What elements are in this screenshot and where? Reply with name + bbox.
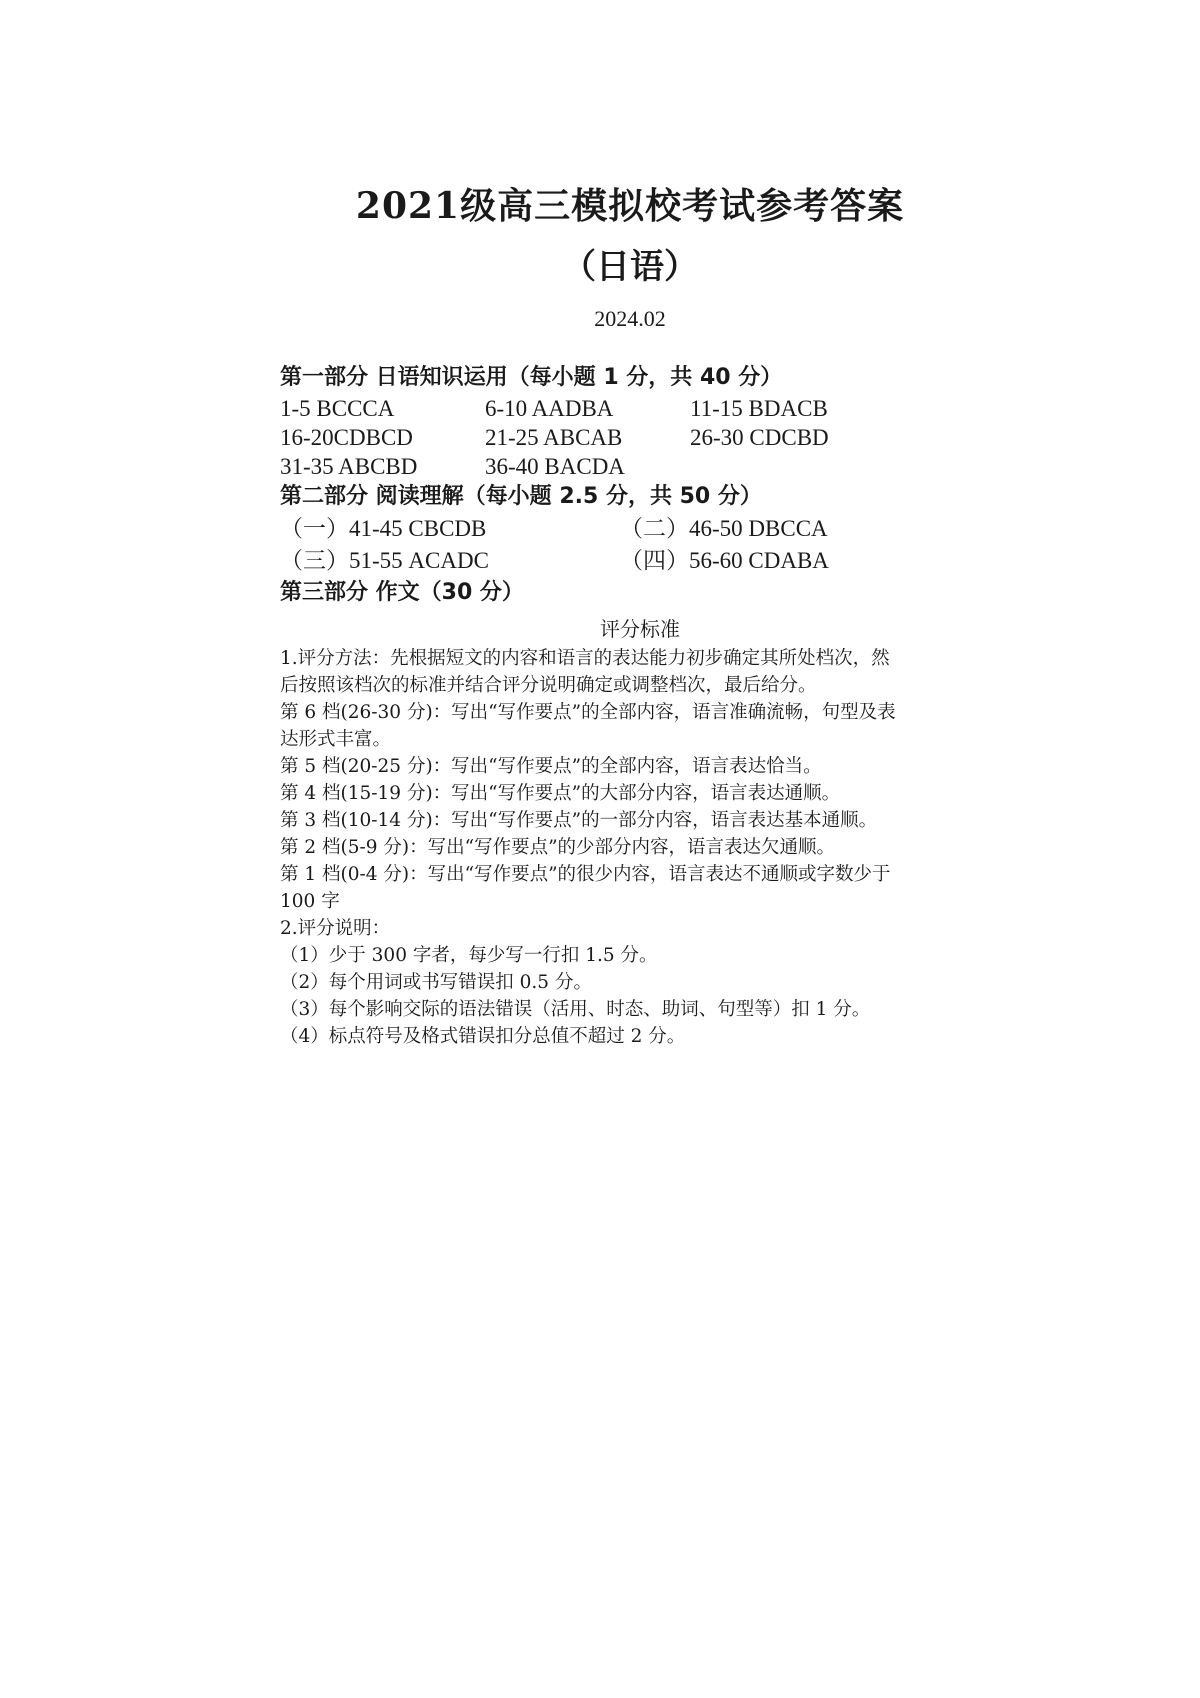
answer-group: 21-25 ABCAB: [485, 425, 623, 450]
part2-answers: [280, 513, 960, 577]
criteria-paragraph: 第 4 档(15-19 分)：写出“写作要点”的大部分内容，语言表达通顺。: [280, 783, 841, 804]
answer-group: （四）56-60 CDABA: [620, 548, 829, 573]
criteria-paragraph: 第 2 档(5-9 分)：写出“写作要点”的少部分内容，语言表达欠通顺。: [280, 837, 836, 858]
answer-group: 6-10 AADBA: [485, 396, 614, 421]
criteria-paragraph: 1.评分方法：先根据短文的内容和语言的表达能力初步确定其所处档次，然后按照该档次的标准并结合评分说明确定或调整档次，最后给分。: [280, 648, 890, 696]
document-subtitle: （日语）: [562, 247, 698, 287]
answer-group: 26-30 CDCBD: [690, 425, 829, 450]
criteria-paragraph: 2.评分说明：: [280, 918, 391, 939]
answer-group: （二）46-50 DBCCA: [620, 516, 828, 541]
criteria-paragraph: 第 3 档(10-14 分)：写出“写作要点”的一部分内容，语言表达基本通顺。: [280, 810, 878, 831]
criteria-paragraph: 第 6 档(26-30 分)：写出“写作要点”的全部内容，语言准确流畅，句型及表达形式丰富。: [280, 702, 896, 750]
answer-group: （一）41-45 CBCDB: [280, 516, 487, 541]
answer-group: （三）51-55 ACADC: [280, 548, 489, 573]
criteria-paragraph: （4）标点符号及格式错误扣分总值不超过 2 分。: [280, 1026, 686, 1047]
answer-document: [280, 180, 960, 1050]
answer-group: 11-15 BDACB: [690, 396, 828, 421]
criteria-paragraph: 第 5 档(20-25 分)：写出“写作要点”的全部内容，语言表达恰当。: [280, 756, 822, 777]
document-title: 2021级高三模拟校考试参考答案: [355, 185, 905, 227]
part1-answers: [280, 394, 960, 481]
criteria-paragraph: （3）每个影响交际的语法错误（活用、时态、助词、句型等）扣 1 分。: [280, 999, 871, 1020]
criteria-paragraph: （1）少于 300 字者，每少写一行扣 1.5 分。: [280, 945, 658, 966]
criteria-paragraph: （2）每个用词或书写错误扣 0.5 分。: [280, 972, 592, 993]
criteria-paragraph: 第 1 档(0-4 分)：写出“写作要点”的很少内容，语言表达不通顺或字数少于 100 字: [280, 864, 891, 912]
answer-group: 16-20CDBCD: [280, 425, 413, 450]
part1-heading: 第一部分 日语知识运用（每小题 1 分，共 40 分）: [280, 365, 783, 390]
part2-heading: 第二部分 阅读理解（每小题 2.5 分，共 50 分）: [280, 484, 762, 509]
answer-group: 1-5 BCCCA: [280, 396, 395, 421]
part3-heading: 第三部分 作文（30 分）: [280, 580, 524, 605]
document-date: 2024.02: [594, 306, 666, 331]
answer-group-empty: [690, 452, 930, 481]
criteria-title: 评分标准: [600, 617, 680, 641]
answer-group: 31-35 ABCBD: [280, 454, 418, 479]
answer-group: 36-40 BACDA: [485, 454, 625, 479]
